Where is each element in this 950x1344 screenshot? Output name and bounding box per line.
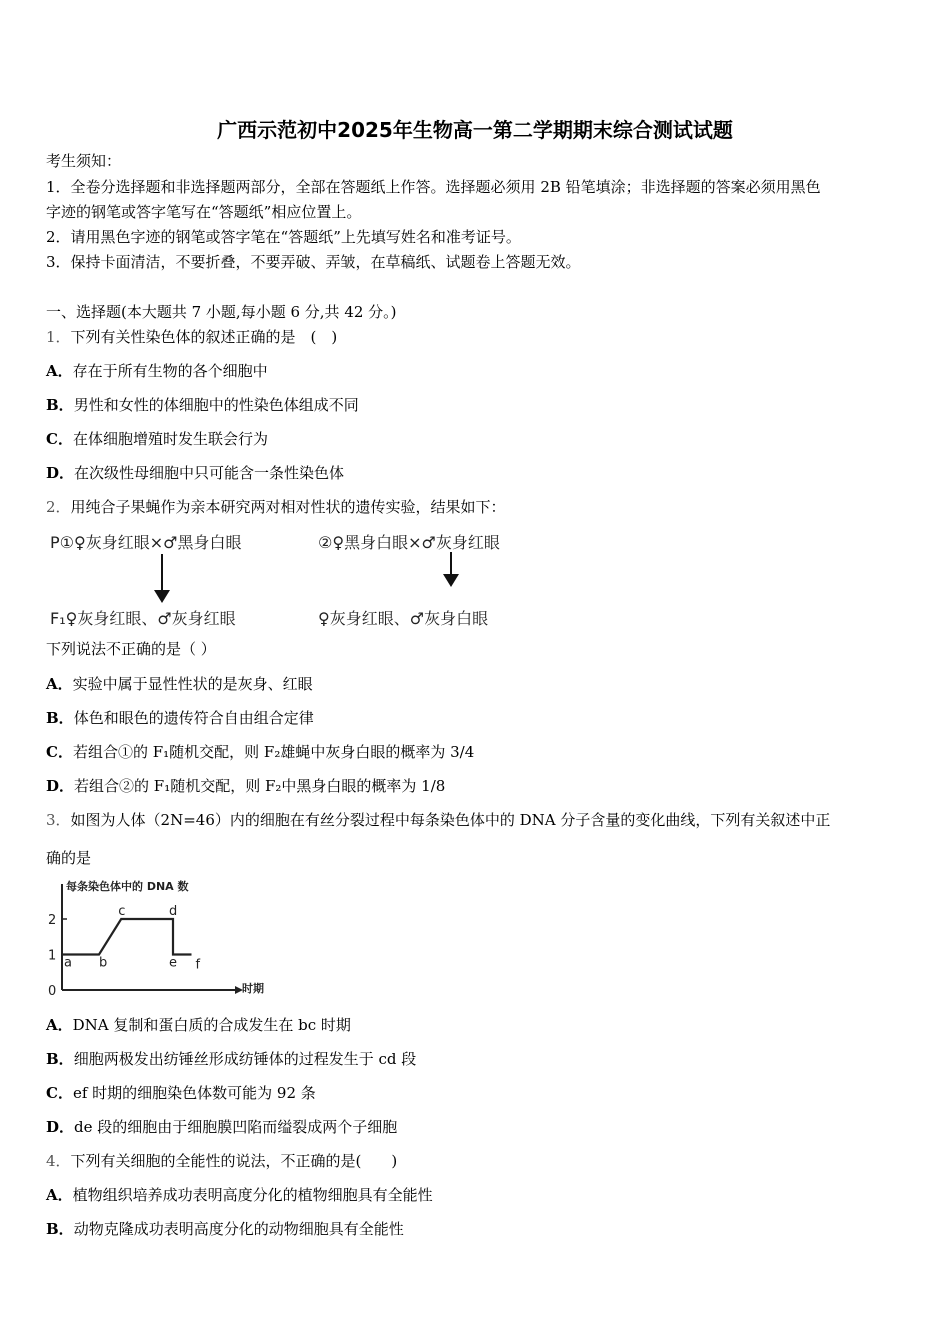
- question-stem: 用纯合子果蝇作为亲本研究两对相对性状的遗传实验，结果如下：: [70, 498, 506, 516]
- cross-2-offspring: ♀灰身红眼、♂灰身白眼: [318, 609, 489, 628]
- option-text: de 段的细胞由于细胞膜凹陷而缢裂成两个子细胞: [74, 1118, 398, 1136]
- option-text: 细胞两极发出纺锤丝形成纺锤体的过程发生于 cd 段: [73, 1050, 417, 1068]
- q3-option-c: [46, 1083, 316, 1103]
- page-title: 广西示范初中2025年生物高一第二学期期末综合测试试题: [217, 118, 733, 142]
- question-3-line-2: 确的是: [46, 849, 92, 867]
- cross-1-arrow: [161, 554, 163, 592]
- option-label: D．: [46, 1118, 75, 1136]
- question-number: 3．: [46, 811, 71, 829]
- option-text: 在次级性母细胞中只可能含一条性染色体: [74, 464, 345, 482]
- question-2: [46, 497, 506, 517]
- y-tick-label: 2: [48, 913, 57, 928]
- question-stem: 如图为人体（2N=46）内的细胞在有丝分裂过程中每条染色体中的 DNA 分子含量的变化曲线，下列有关叙述中正: [70, 811, 831, 829]
- option-text: 男性和女性的体细胞中的性染色体组成不同: [73, 396, 359, 414]
- option-text: DNA 复制和蛋白质的合成发生在 bc 时期: [72, 1016, 351, 1034]
- option-label: C．: [46, 430, 73, 448]
- question-2-prompt: 下列说法不正确的是（ ）: [46, 640, 216, 658]
- cross-1-parents: P①♀灰身红眼×♂黑身白眼: [50, 533, 242, 552]
- q3-option-d: [46, 1117, 397, 1137]
- x-axis-label: 时期: [242, 982, 264, 995]
- option-text: 动物克隆成功表明高度分化的动物细胞具有全能性: [73, 1220, 404, 1238]
- option-label: A．: [46, 362, 73, 380]
- y-tick-label: 1: [48, 948, 57, 964]
- question-stem: 下列有关细胞的全能性的说法，不正确的是( ): [70, 1152, 398, 1170]
- option-label: A．: [46, 1186, 73, 1204]
- notice-item-1-line-2: 字迹的钢笔或答字笔写在“答题纸”相应位置上。: [46, 203, 362, 221]
- option-text: 体色和眼色的遗传符合自由组合定律: [73, 709, 314, 727]
- option-label: B．: [46, 1050, 74, 1068]
- q2-option-b: [46, 708, 314, 728]
- option-text: 存在于所有生物的各个细胞中: [72, 362, 268, 380]
- option-text: ef 时期的细胞染色体数可能为 92 条: [72, 1084, 316, 1102]
- point-label-f: f: [195, 957, 201, 973]
- option-text: 植物组织培养成功表明高度分化的植物细胞具有全能性: [72, 1186, 433, 1204]
- q4-option-a: [46, 1185, 433, 1205]
- question-3: [46, 810, 830, 830]
- option-label: B．: [46, 1220, 74, 1238]
- q1-option-b: [46, 395, 359, 415]
- q2-option-a: [46, 674, 313, 694]
- option-label: B．: [46, 396, 74, 414]
- option-label: D．: [46, 464, 75, 482]
- notice-item-3: 3．保持卡面清洁，不要折叠，不要弄破、弄皱，在草稿纸、试题卷上答题无效。: [46, 253, 581, 271]
- option-text: 若组合①的 F₁随机交配，则 F₂雄蝇中灰身白眼的概率为 3/4: [72, 743, 475, 761]
- question-number: 1．: [46, 328, 71, 346]
- point-label-e: e: [169, 955, 177, 971]
- question-1: [46, 327, 337, 347]
- q4-option-b: [46, 1219, 404, 1239]
- point-label-d: d: [169, 904, 178, 919]
- option-label: D．: [46, 777, 75, 795]
- cross-1-offspring: F₁♀灰身红眼、♂灰身红眼: [50, 609, 236, 628]
- option-text: 实验中属于显性性状的是灰身、红眼: [72, 675, 313, 693]
- cross-2-parents: ②♀黑身白眼×♂灰身红眼: [318, 533, 500, 552]
- option-label: C．: [46, 1084, 73, 1102]
- option-label: C．: [46, 743, 73, 761]
- q2-option-d: [46, 776, 445, 796]
- notice-heading: 考生须知：: [46, 152, 122, 170]
- cross-2-arrow-head: [443, 574, 459, 587]
- option-label: B．: [46, 709, 74, 727]
- q1-option-a: [46, 361, 268, 381]
- section-heading: 一、选择题(本大题共 7 小题,每小题 6 分,共 42 分。): [46, 303, 397, 321]
- cross-2-arrow: [450, 552, 452, 576]
- point-label-a: a: [64, 955, 72, 971]
- notice-item-1-line-1: 1．全卷分选择题和非选择题两部分，全部在答题纸上作答。选择题必须用 2B 铅笔填涂；非选择题的答案必须用黑色: [46, 178, 821, 196]
- point-label-b: b: [99, 955, 108, 971]
- q1-option-d: [46, 463, 344, 483]
- option-label: A．: [46, 1016, 73, 1034]
- question-number: 4．: [46, 1152, 71, 1170]
- q3-option-a: [46, 1015, 351, 1035]
- question-number: 2．: [46, 498, 71, 516]
- question-stem: 下列有关性染色体的叙述正确的是 ( ): [70, 328, 338, 346]
- option-label: A．: [46, 675, 73, 693]
- option-text: 在体细胞增殖时发生联会行为: [72, 430, 268, 448]
- notice-item-2: 2．请用黑色字迹的钢笔或答字笔在“答题纸”上先填写姓名和准考证号。: [46, 228, 521, 246]
- dna-chart: [40, 872, 290, 1002]
- option-text: 若组合②的 F₁随机交配，则 F₂中黑身白眼的概率为 1/8: [74, 777, 446, 795]
- cross-1-arrow-head: [154, 590, 170, 603]
- chart-title: 每条染色体中的 DNA 数: [66, 880, 189, 893]
- dna-curve: [62, 919, 192, 955]
- q3-option-b: [46, 1049, 416, 1069]
- q2-option-c: [46, 742, 474, 762]
- question-4: [46, 1151, 397, 1171]
- q1-option-c: [46, 429, 268, 449]
- y-tick-label: 0: [48, 984, 57, 999]
- point-label-c: c: [118, 904, 126, 919]
